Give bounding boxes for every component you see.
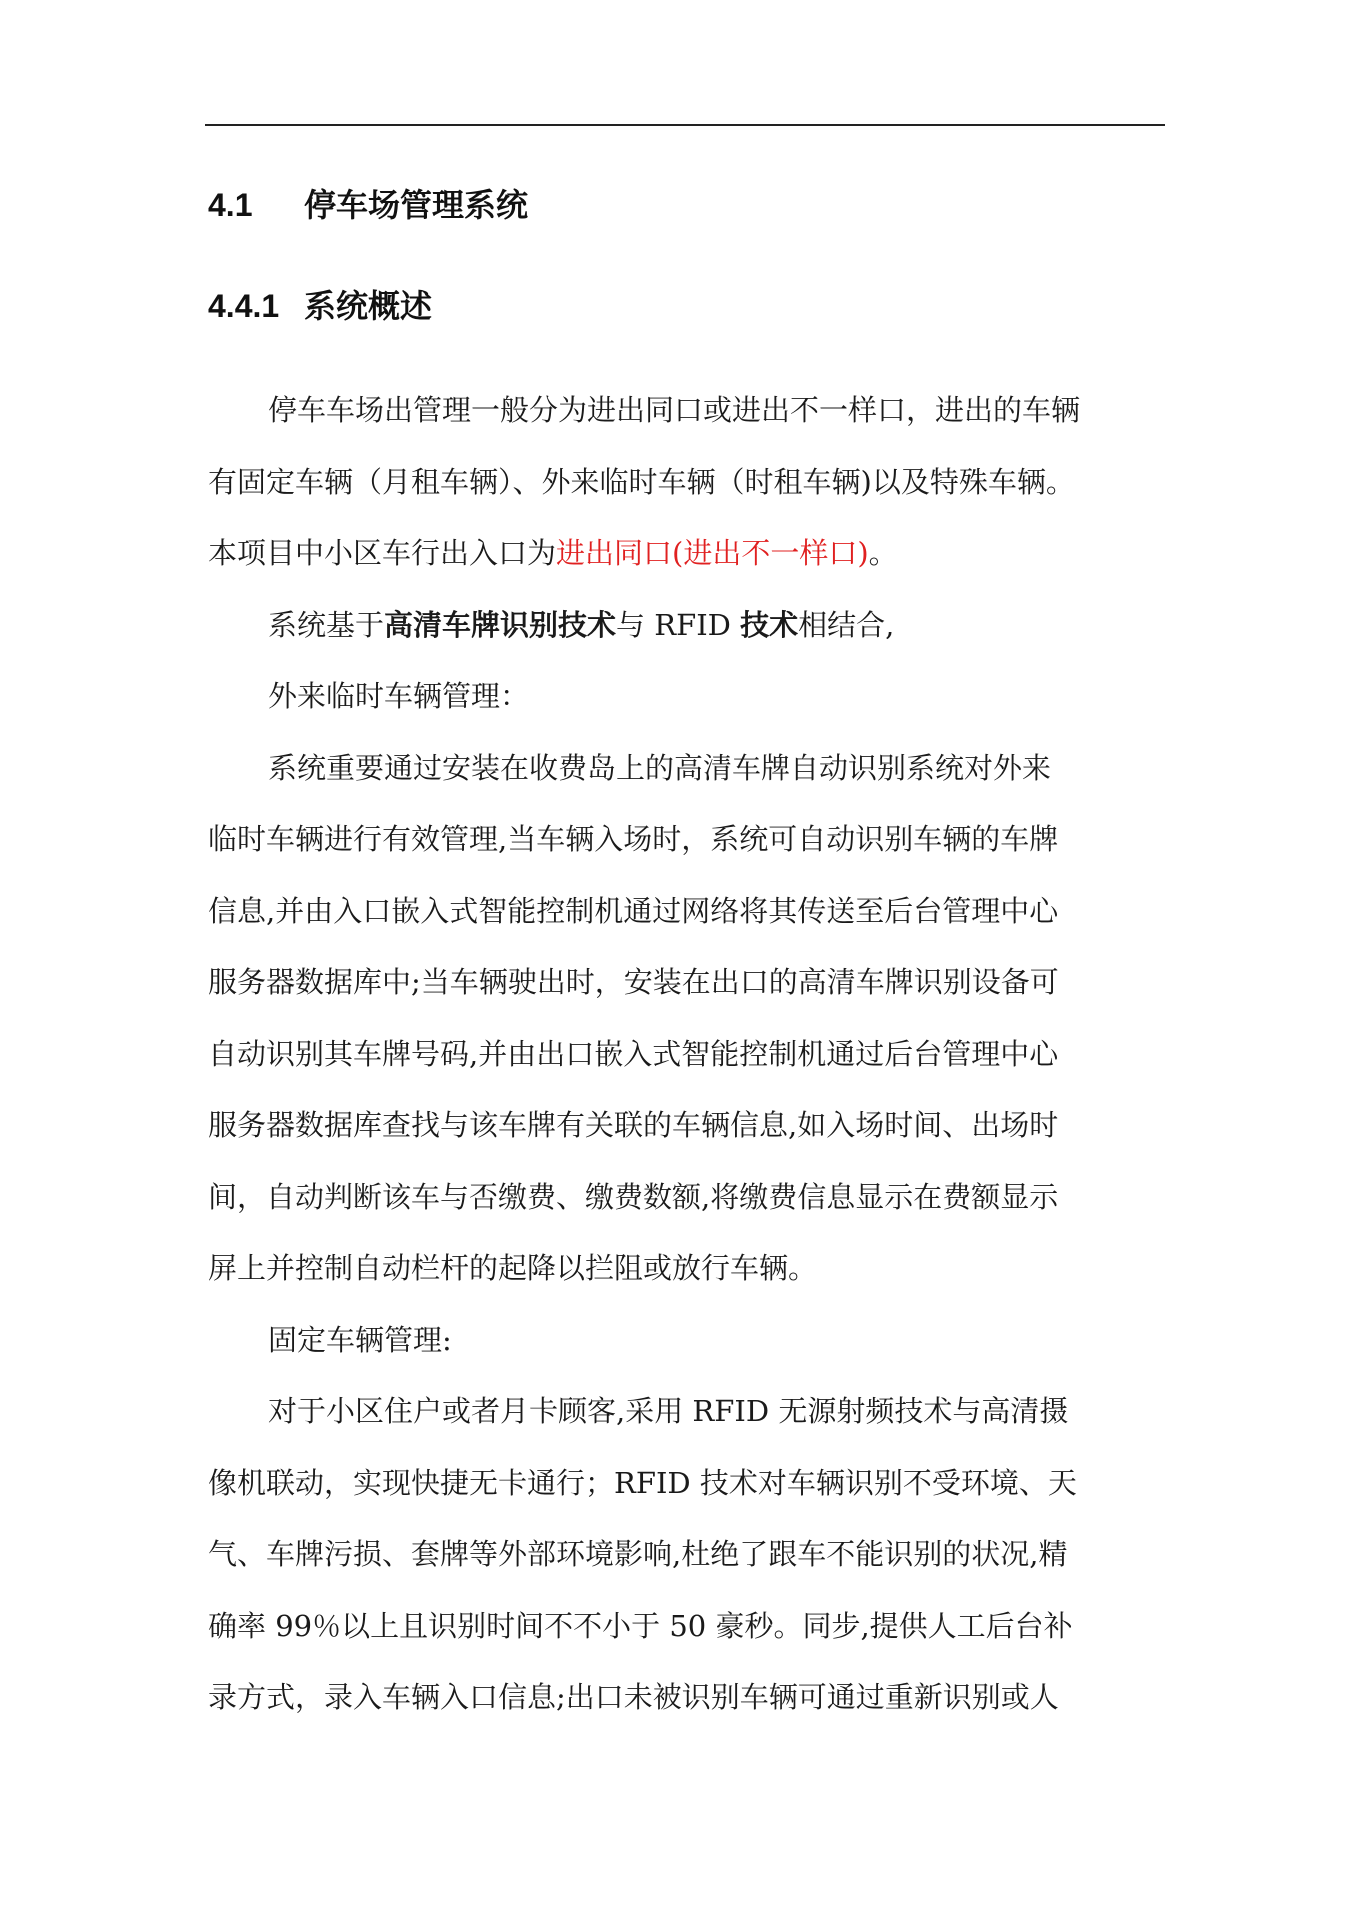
paragraph-line: 服务器数据库查找与该车牌有关联的车辆信息,如入场时间、出场时 xyxy=(208,1108,1059,1142)
paragraph-line: 有固定车辆（月租车辆）、外来临时车辆（时租车辆)以及特殊车辆。 xyxy=(208,464,1075,499)
paragraph-line: 停车车场出管理一般分为进出同口或进出不一样口，进出的车辆 xyxy=(268,393,1081,427)
paragraph-line: 系统重要通过安装在收费岛上的高清车牌自动识别系统对外来 xyxy=(268,750,1052,785)
text-run: 本项目中小区车行出入口为 xyxy=(208,536,557,570)
header-rule xyxy=(205,124,1165,126)
subsection-title: 系统概述 xyxy=(304,288,433,324)
paragraph-line: 像机联动，实现快捷无卡通行；RFID 技术对车辆识别不受环境、天 xyxy=(208,1465,1077,1500)
paragraph-line: 屏上并控制自动栏杆的起降以拦阻或放行车辆。 xyxy=(208,1251,818,1285)
paragraph-line: 录方式，录入车辆入口信息;出口未被识别车辆可通过重新识别或人 xyxy=(208,1680,1059,1714)
paragraph-line xyxy=(208,518,1168,590)
bold-text: 技术 xyxy=(740,607,799,642)
paragraph-line: 对于小区住户或者月卡顾客,采用 RFID 无源射频技术与高清摄 xyxy=(268,1394,1069,1428)
section-heading xyxy=(208,180,528,230)
text-run: 。 xyxy=(868,536,898,570)
paragraph-line: 信息,并由入口嵌入式智能控制机通过网络将其传送至后台管理中心 xyxy=(208,893,1059,928)
paragraph-line: 间，自动判断该车与否缴费、缴费数额,将缴费信息显示在费额显示 xyxy=(208,1179,1059,1214)
section-number: 4.1 xyxy=(208,187,253,223)
paragraph-line: 固定车辆管理: xyxy=(268,1322,452,1357)
text-run: 相结合, xyxy=(798,607,895,642)
highlighted-text: 进出同口(进出不一样口) xyxy=(556,536,869,570)
text-run: 系统基于 xyxy=(268,607,385,642)
text-run: 与 RFID xyxy=(616,607,741,642)
paragraph-line: 服务器数据库中;当车辆驶出时，安装在出口的高清车牌识别设备可 xyxy=(208,965,1059,999)
section-title: 停车场管理系统 xyxy=(304,187,529,223)
bold-text: 高清车牌识别技术 xyxy=(384,607,617,642)
subsection-heading xyxy=(208,280,432,332)
paragraph-line: 外来临时车辆管理： xyxy=(268,679,530,713)
paragraph-line: 确率 99％以上且识别时间不不小于 50 豪秒。同步,提供人工后台补 xyxy=(208,1608,1073,1643)
body-text xyxy=(208,375,1168,1734)
paragraph-line: 气、车牌污损、套牌等外部环境影响,杜绝了跟车不能识别的状况,精 xyxy=(208,1537,1068,1571)
subsection-number: 4.4.1 xyxy=(208,288,280,324)
paragraph-line xyxy=(208,590,1168,662)
paragraph-line: 自动识别其车牌号码,并由出口嵌入式智能控制机通过后台管理中心 xyxy=(208,1036,1059,1071)
paragraph-line: 临时车辆进行有效管理,当车辆入场时，系统可自动识别车辆的车牌 xyxy=(208,822,1059,856)
